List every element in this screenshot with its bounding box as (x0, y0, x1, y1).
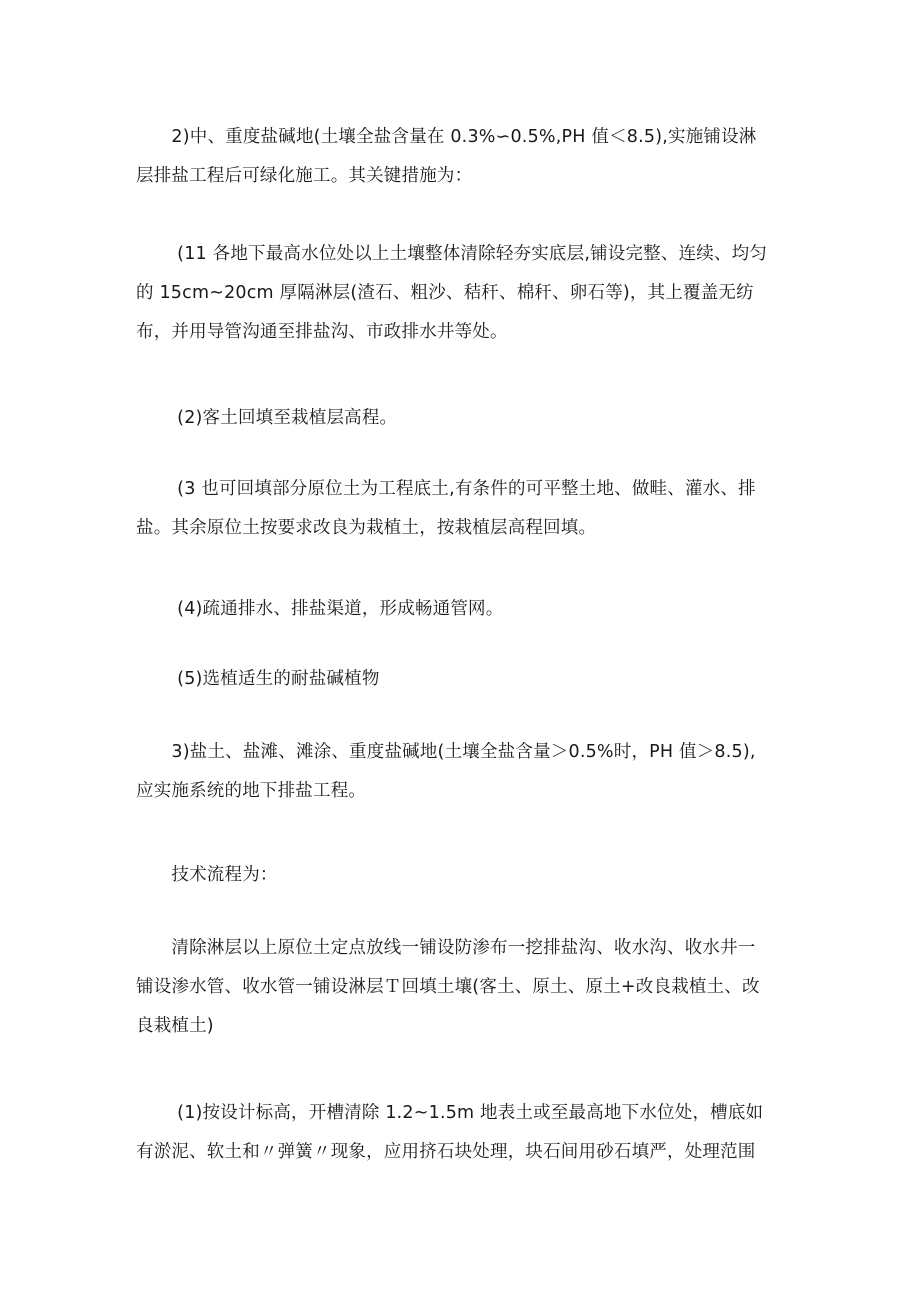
text-line: (5)选植适生的耐盐碱植物 (136, 669, 380, 689)
text-line: (1)按设计标高，开槽清除 1.2~1.5m 地表土或至最高地下水位处，槽底如 (136, 1103, 764, 1123)
text-line: (3 也可回填部分原位土为工程底土,有条件的可平整土地、做畦、灌水、排 (136, 479, 756, 499)
paragraph-measure-3 (136, 470, 786, 548)
text-line: (4)疏通排水、排盐渠道，形成畅通管网。 (136, 599, 504, 619)
paragraph-measure-5 (136, 660, 786, 699)
text-line: 良栽植土) (136, 1016, 214, 1036)
text-line: 技术流程为： (136, 865, 278, 885)
text-line: 布，并用导管沟通至排盐沟、市政排水井等处。 (136, 322, 508, 342)
paragraph-moderate-saline-soil (136, 118, 786, 196)
text-line: 铺设渗水管、收水管一铺设淋层Ｔ回填土壤(客土、原土、原土+改良栽植土、改 (136, 977, 760, 997)
text-line: 清除淋层以上原位土定点放线一铺设防渗布一挖排盐沟、收水沟、收水井一 (136, 938, 756, 958)
paragraph-process-flow (136, 929, 786, 1046)
text-line: 3)盐土、盐滩、滩涂、重度盐碱地(土壤全盐含量＞0.5%时，PH 值＞8.5), (136, 742, 756, 762)
paragraph-severe-saline-soil (136, 733, 786, 811)
text-line: 有淤泥、软土和〃弹簧〃现象，应用挤石块处理，块石间用砂石填严，处理范围 (136, 1142, 756, 1162)
text-line: 应实施系统的地下排盐工程。 (136, 781, 367, 801)
paragraph-measure-4 (136, 590, 786, 629)
text-line: (11 各地下最高水位处以上土壤整体清除轻夯实底层,铺设完整、连续、均匀 (136, 244, 768, 264)
paragraph-process-heading (136, 856, 786, 895)
text-line: 2)中、重度盐碱地(土壤全盐含量在 0.3%∽0.5%,PH 值＜8.5),实施铺设淋 (136, 127, 757, 147)
text-line: 的 15cm~20cm 厚隔淋层(渣石、粗沙、秸秆、棉秆、卵石等)，其上覆盖无纺 (136, 283, 754, 303)
text-line: (2)客土回填至栽植层高程。 (136, 408, 398, 428)
paragraph-measure-1 (136, 235, 786, 352)
text-line: 盐。其余原位土按要求改良为栽植土，按栽植层高程回填。 (136, 518, 597, 538)
paragraph-step-1 (136, 1094, 786, 1172)
text-line: 层排盐工程后可绿化施工。其关键措施为： (136, 166, 473, 186)
paragraph-measure-2 (136, 399, 786, 438)
